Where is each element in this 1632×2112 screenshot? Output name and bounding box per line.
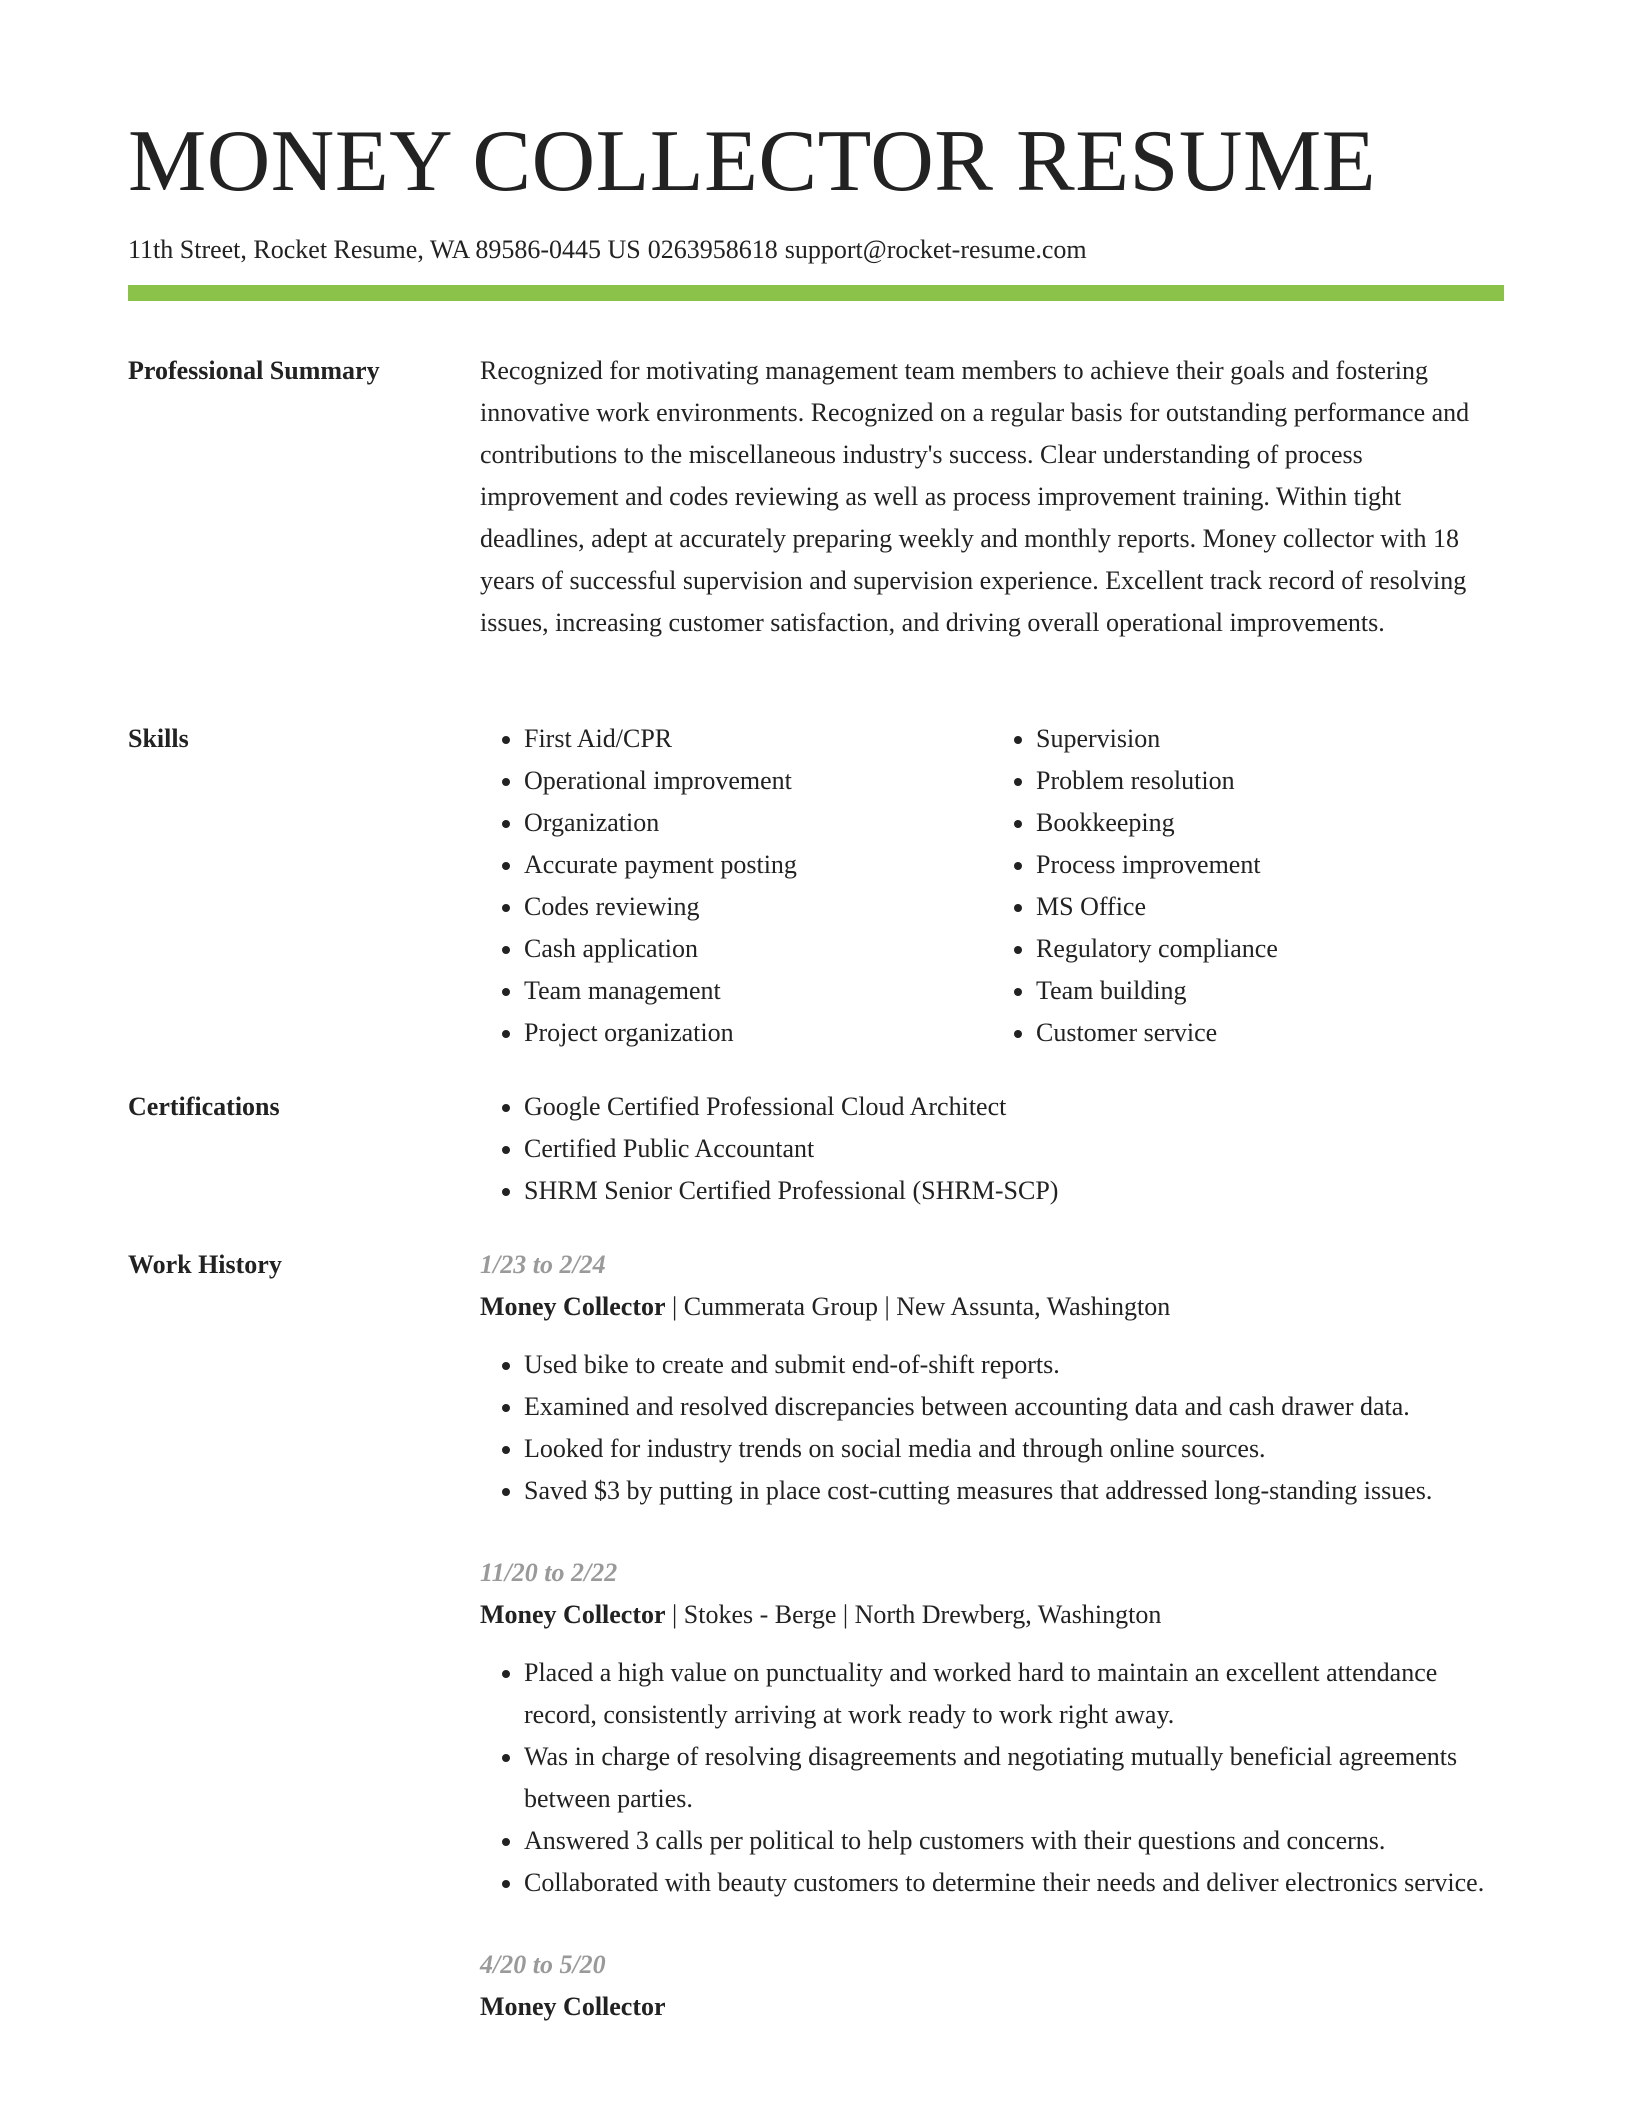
job-dates: 4/20 to 5/20 xyxy=(480,1950,606,1979)
skill-item: • First Aid/CPR xyxy=(524,718,992,760)
separator: | xyxy=(672,1600,678,1629)
separator: | xyxy=(672,1292,678,1321)
skill-item: • Regulatory compliance xyxy=(1036,928,1504,970)
skill-item: • Operational improvement xyxy=(524,760,992,802)
certification-item: • SHRM Senior Certified Professional (SHRM-SCP) xyxy=(524,1170,1504,1212)
skill-item: • Problem resolution xyxy=(1036,760,1504,802)
work-history-label: Work History xyxy=(128,1250,282,1279)
resume-title: MONEY COLLECTOR RESUME xyxy=(128,113,1376,210)
certifications-list xyxy=(480,1086,1504,1212)
certifications-body xyxy=(480,1086,1504,1212)
skill-item: • Bookkeeping xyxy=(1036,802,1504,844)
summary-text: Recognized for motivating management team members to achieve their goals and fostering innovative work environments. Recognized on a regular basis for outstanding performance and contributions to the miscellaneous industry's success. Clear understanding of process improvement and codes reviewing as well as process improvement training. Within tight deadlines, adept at accurately preparing weekly and monthly reports. Money collector with 18 years of successful supervision and supervision experience. Excellent track record of resolving issues, increasing customer satisfaction, and driving overall operational improvements. xyxy=(480,356,1470,637)
job-company: Stokes - Berge xyxy=(683,1600,837,1629)
job-bullet: • Collaborated with beauty customers to determine their needs and deliver electronics service. xyxy=(524,1862,1504,1904)
job-heading xyxy=(480,1286,1504,1328)
job-dates: 11/20 to 2/22 xyxy=(480,1558,618,1587)
skill-item: • Customer service xyxy=(1036,1012,1504,1054)
skill-item: • Team building xyxy=(1036,970,1504,1012)
job-title: Money Collector xyxy=(480,1992,666,2021)
job-bullet: • Answered 3 calls per political to help customers with their questions and concerns. xyxy=(524,1820,1504,1862)
skill-item: • Process improvement xyxy=(1036,844,1504,886)
job-company: Cummerata Group xyxy=(683,1292,878,1321)
summary-label: Professional Summary xyxy=(128,356,380,385)
job-entry xyxy=(480,1944,1504,2028)
job-location: North Drewberg, Washington xyxy=(854,1600,1162,1629)
job-bullet: • Was in charge of resolving disagreements and negotiating mutually beneficial agreements between parties. xyxy=(524,1736,1504,1820)
skill-item: • Project organization xyxy=(524,1012,992,1054)
contact-address: 11th Street, Rocket Resume, WA 89586-0445 US xyxy=(128,235,641,264)
job-bullet: • Used bike to create and submit end-of-shift reports. xyxy=(524,1344,1504,1386)
job-entry xyxy=(480,1552,1504,1904)
job-bullets xyxy=(480,1344,1504,1512)
skill-item: • Accurate payment posting xyxy=(524,844,992,886)
skill-item: • Cash application xyxy=(524,928,992,970)
skill-item: • MS Office xyxy=(1036,886,1504,928)
skill-item: • Codes reviewing xyxy=(524,886,992,928)
contact-line xyxy=(128,233,1087,267)
job-bullet: • Placed a high value on punctuality and worked hard to maintain an excellent attendance record, consistently arriving at work ready to work right away. xyxy=(524,1652,1504,1736)
skill-item: • Team management xyxy=(524,970,992,1012)
summary-body xyxy=(480,350,1504,644)
skills-columns xyxy=(480,718,1504,1054)
skills-list-left xyxy=(480,718,992,1054)
job-bullet: • Looked for industry trends on social media and through online sources. xyxy=(524,1428,1504,1470)
contact-phone: 0263958618 xyxy=(647,235,778,264)
separator: | xyxy=(842,1600,849,1629)
skill-item: • Supervision xyxy=(1036,718,1504,760)
job-title: Money Collector xyxy=(480,1292,666,1321)
job-heading xyxy=(480,1986,1504,2028)
certification-item: • Certified Public Accountant xyxy=(524,1128,1504,1170)
separator: | xyxy=(884,1292,890,1321)
job-location: New Assunta, Washington xyxy=(896,1292,1171,1321)
job-bullet: • Examined and resolved discrepancies between accounting data and cash drawer data. xyxy=(524,1386,1504,1428)
job-heading xyxy=(480,1594,1504,1636)
job-bullet: • Saved $3 by putting in place cost-cutting measures that addressed long-standing issues. xyxy=(524,1470,1504,1512)
skill-item: • Organization xyxy=(524,802,992,844)
job-title: Money Collector xyxy=(480,1600,666,1629)
skills-list-right xyxy=(992,718,1504,1054)
header-divider xyxy=(128,285,1504,301)
contact-email: support@rocket-resume.com xyxy=(784,235,1087,264)
job-dates: 1/23 to 2/24 xyxy=(480,1250,606,1279)
job-bullets xyxy=(480,1652,1504,1904)
skills-label: Skills xyxy=(128,724,189,753)
skills-body xyxy=(480,718,1504,1054)
certifications-label: Certifications xyxy=(128,1092,280,1121)
job-entry xyxy=(480,1244,1504,1512)
certification-item: • Google Certified Professional Cloud Architect xyxy=(524,1086,1504,1128)
work-history-body xyxy=(480,1244,1504,2068)
